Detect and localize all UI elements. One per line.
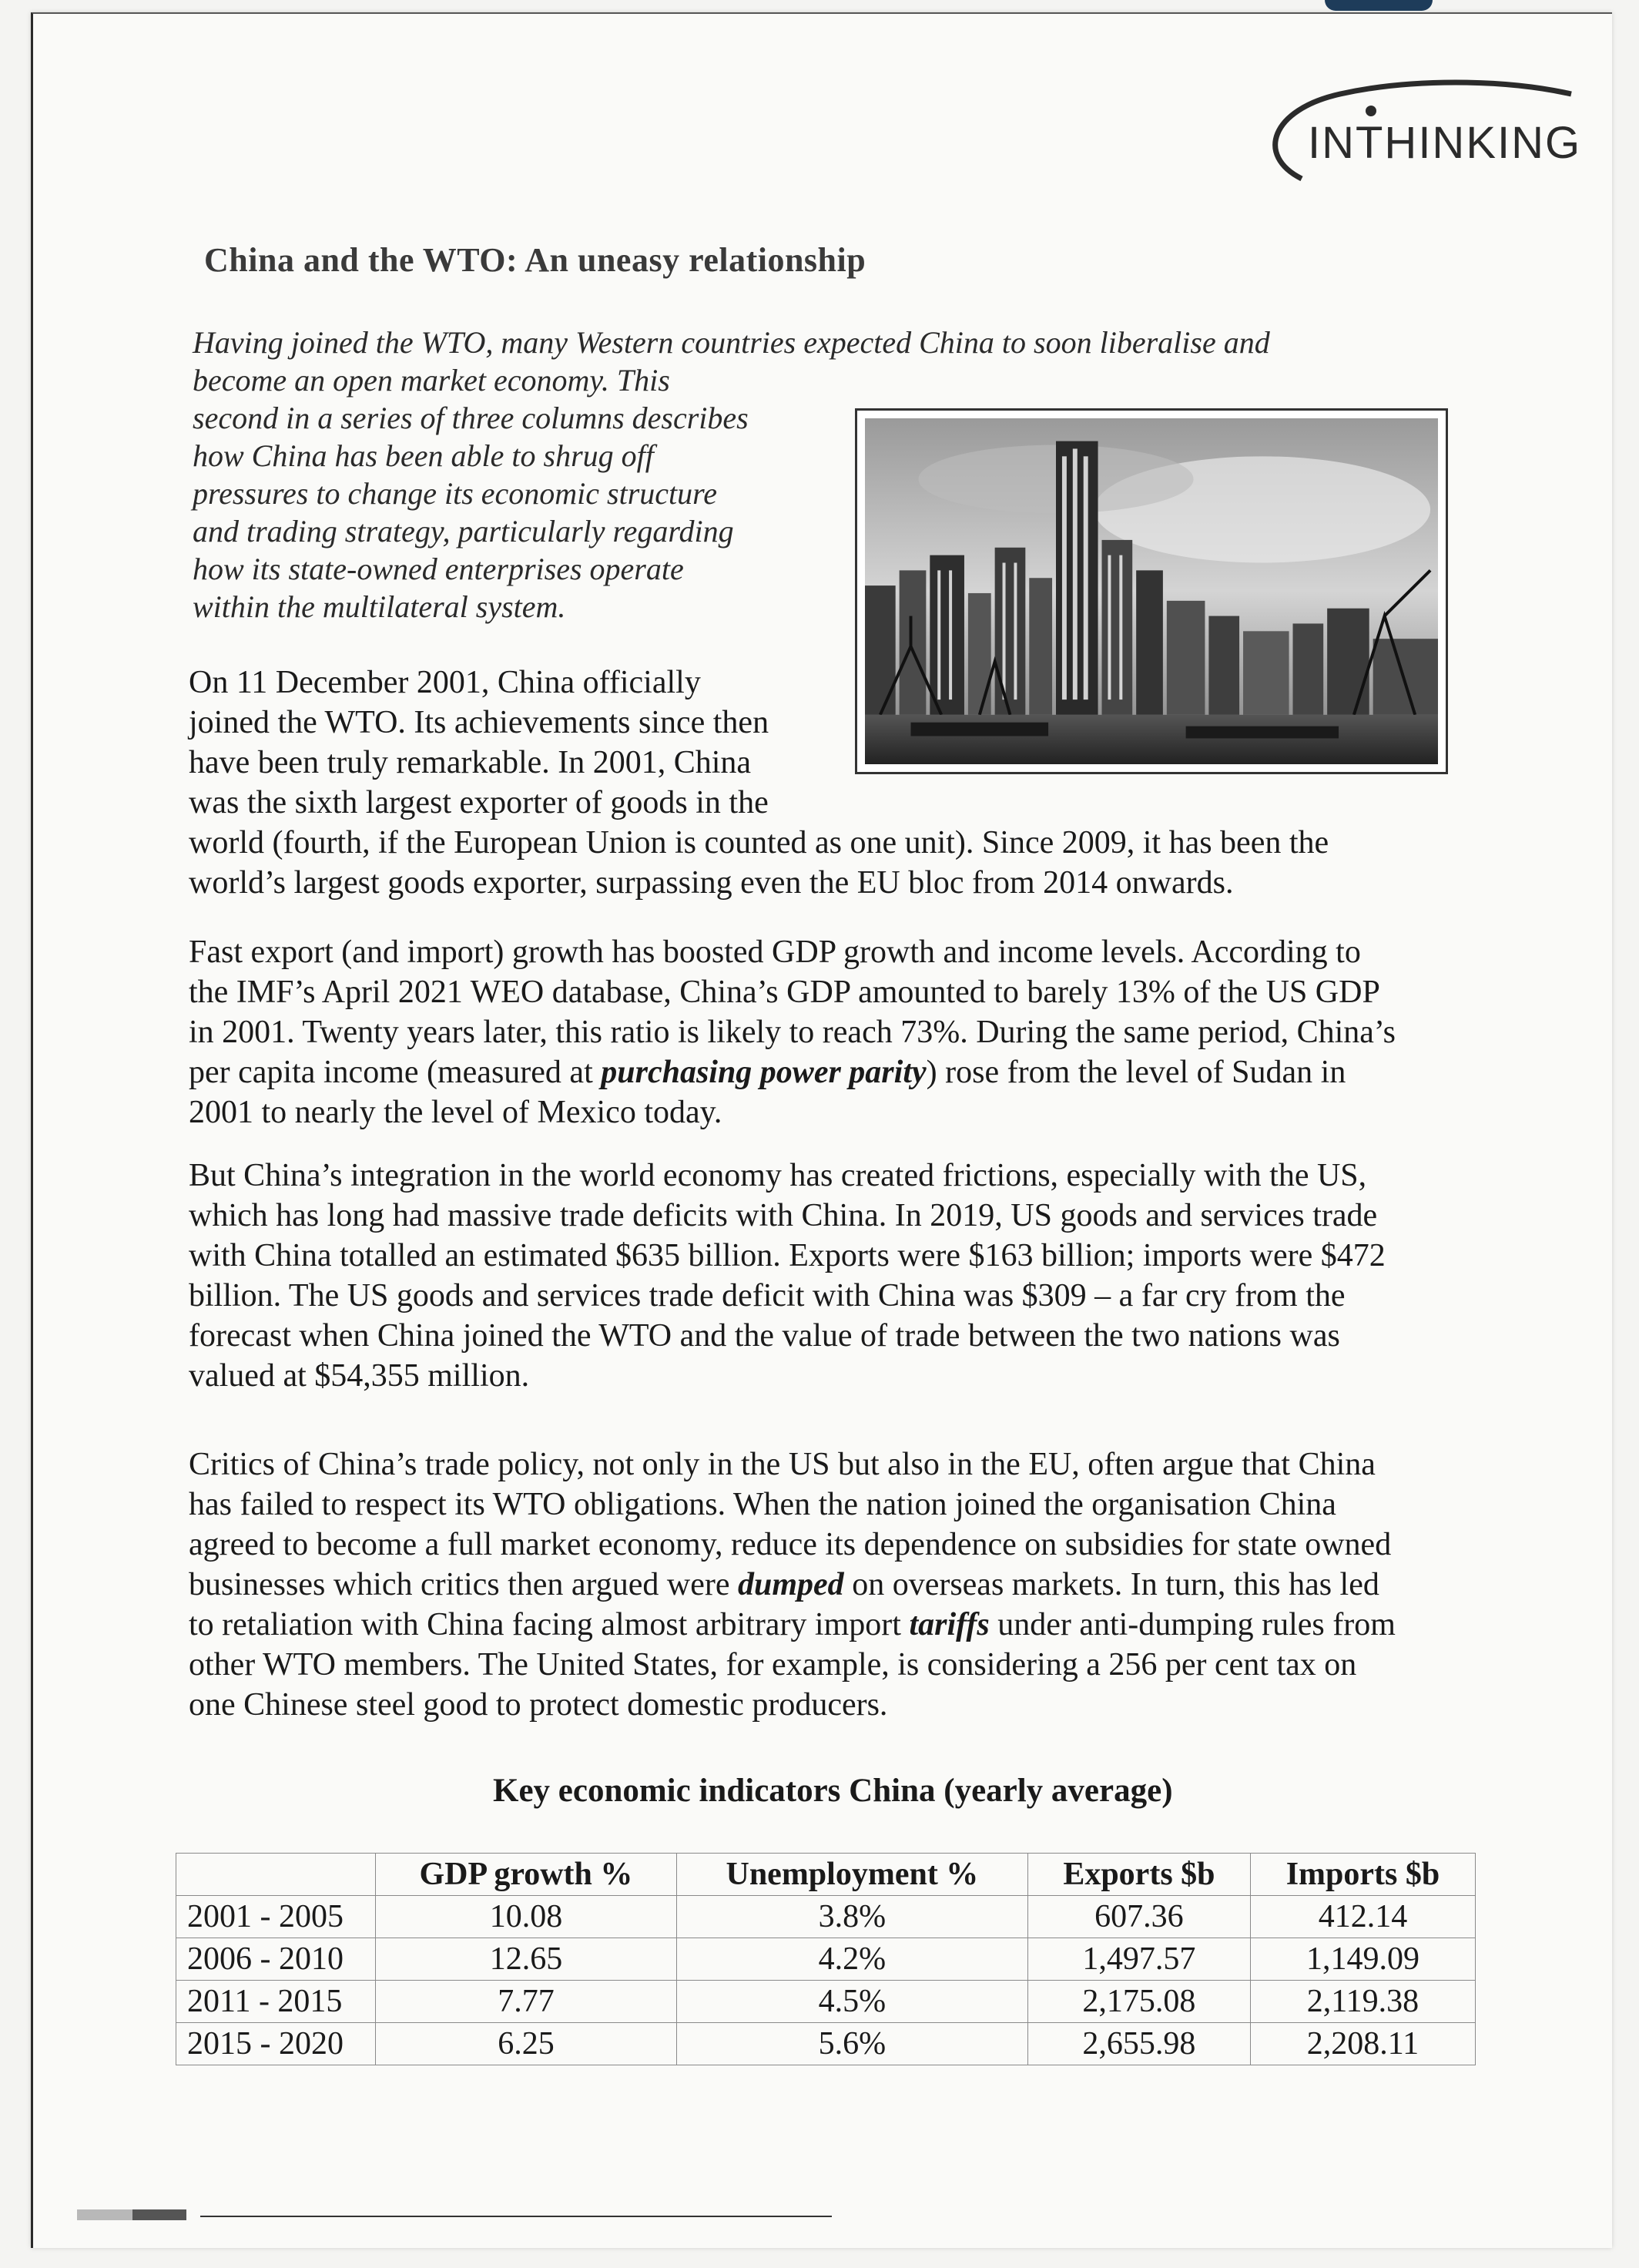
column-header: Imports $b xyxy=(1250,1854,1475,1896)
table-row xyxy=(176,2023,1476,2065)
table-cell: 4.2% xyxy=(676,1938,1027,1981)
footer-tab xyxy=(132,2209,186,2220)
paragraph-line: agreed to become a full market economy, reduce its dependence on subsidies for state owned xyxy=(189,1527,1392,1562)
table-cell: 2001 - 2005 xyxy=(176,1896,376,1938)
table-cell: 3.8% xyxy=(676,1896,1027,1938)
paragraph-line: Critics of China’s trade policy, not only in the US but also in the EU, often argue that China xyxy=(189,1447,1376,1482)
paragraph-4 xyxy=(189,1444,1396,1725)
intro-line: pressures to change its economic structure xyxy=(193,476,717,511)
intro-line: within the multilateral system. xyxy=(193,589,566,624)
key-term: tariffs xyxy=(909,1607,990,1642)
paragraph-line: But China’s integration in the world economy has created frictions, especially with the US, xyxy=(189,1158,1367,1193)
key-term: purchasing power parity xyxy=(601,1055,927,1090)
footer-divider xyxy=(200,2216,832,2217)
column-header xyxy=(176,1854,376,1896)
text-run: on overseas markets. In turn, this has led xyxy=(843,1567,1379,1602)
paragraph-line: joined the WTO. Its achievements since then xyxy=(189,705,769,740)
paragraph-line: with China totalled an estimated $635 billion. Exports were $163 billion; imports were $472 xyxy=(189,1238,1386,1273)
paragraph-line: other WTO members. The United States, for example, is considering a 256 per cent tax on xyxy=(189,1647,1357,1683)
paragraph-line: 2001 to nearly the level of Mexico today. xyxy=(189,1095,722,1130)
table-cell: 2011 - 2015 xyxy=(176,1981,376,2023)
table-cell: 2,655.98 xyxy=(1027,2023,1250,2065)
paragraph-line xyxy=(189,1605,1396,1645)
table-cell: 5.6% xyxy=(676,2023,1027,2065)
column-header: GDP growth % xyxy=(376,1854,677,1896)
inthinking-logo xyxy=(1240,63,1582,194)
key-term: dumped xyxy=(738,1567,844,1602)
column-header: Unemployment % xyxy=(676,1854,1027,1896)
intro-line: Having joined the WTO, many Western countries expected China to soon liberalise and xyxy=(193,325,1270,360)
table-header-row xyxy=(176,1854,1476,1896)
table-cell: 4.5% xyxy=(676,1981,1027,2023)
table-cell: 7.77 xyxy=(376,1981,677,2023)
text-run: per capita income (measured at xyxy=(189,1055,602,1090)
paragraph-line: world (fourth, if the European Union is counted as one unit). Since 2009, it has been the xyxy=(189,825,1329,861)
paragraph-line: billion. The US goods and services trade deficit with China was $309 – a far cry from the xyxy=(189,1278,1346,1313)
paragraph-3 xyxy=(189,1156,1386,1396)
column-header: Exports $b xyxy=(1027,1854,1250,1896)
paragraph-line: forecast when China joined the WTO and the value of trade between the two nations was xyxy=(189,1318,1340,1354)
paragraph-line: which has long had massive trade deficits with China. In 2019, US goods and services trade xyxy=(189,1198,1378,1233)
paragraph-line: On 11 December 2001, China officially xyxy=(189,665,701,700)
intro-line: how its state-owned enterprises operate xyxy=(193,552,684,586)
table-row xyxy=(176,1896,1476,1938)
paragraph-line: one Chinese steel good to protect domestic producers. xyxy=(189,1687,888,1723)
table-row xyxy=(176,1938,1476,1981)
table-cell: 10.08 xyxy=(376,1896,677,1938)
paragraph-line: valued at $54,355 million. xyxy=(189,1358,530,1394)
table-cell: 2,208.11 xyxy=(1250,2023,1475,2065)
logo-text: INTHINKING xyxy=(1308,118,1582,168)
intro-line: become an open market economy. This xyxy=(193,363,670,398)
intro-line: second in a series of three columns describes xyxy=(193,401,749,435)
paragraph-line: world’s largest goods exporter, surpassing even the EU bloc from 2014 onwards. xyxy=(189,865,1234,901)
table-cell: 607.36 xyxy=(1027,1896,1250,1938)
paragraph-line: the IMF’s April 2021 WEO database, China’s GDP amounted to barely 13% of the US GDP xyxy=(189,975,1380,1010)
paragraph-line xyxy=(189,1565,1396,1605)
paragraph-line xyxy=(189,1052,1396,1092)
text-run: businesses which critics then argued were xyxy=(189,1567,739,1602)
paragraph-line: in 2001. Twenty years later, this ratio is likely to reach 73%. During the same period, China’s xyxy=(189,1015,1396,1050)
table-cell: 2006 - 2010 xyxy=(176,1938,376,1981)
paragraph-line: have been truly remarkable. In 2001, China xyxy=(189,745,752,780)
table-cell: 12.65 xyxy=(376,1938,677,1981)
corner-decoration xyxy=(1325,0,1433,11)
indicators-table xyxy=(176,1853,1476,2065)
table-title: Key economic indicators China (yearly average) xyxy=(493,1773,1173,1809)
paragraph-1 xyxy=(189,663,1329,903)
text-run: under anti-dumping rules from xyxy=(989,1607,1396,1642)
table-cell: 412.14 xyxy=(1250,1896,1475,1938)
text-run: to retaliation with China facing almost arbitrary import xyxy=(189,1607,910,1642)
intro-line: and trading strategy, particularly regarding xyxy=(193,514,734,549)
table-row xyxy=(176,1981,1476,2023)
paragraph-line: has failed to respect its WTO obligations. When the nation joined the organisation China xyxy=(189,1487,1336,1522)
article-title: China and the WTO: An uneasy relationship xyxy=(204,241,866,279)
intro-line: how China has been able to shrug off xyxy=(193,438,654,473)
table-cell: 6.25 xyxy=(376,2023,677,2065)
table-cell: 2,175.08 xyxy=(1027,1981,1250,2023)
paragraph-line: Fast export (and import) growth has boosted GDP growth and income levels. According to xyxy=(189,934,1361,970)
paragraph-line: was the sixth largest exporter of goods in the xyxy=(189,785,769,820)
paragraph-2 xyxy=(189,932,1396,1132)
table-cell: 2015 - 2020 xyxy=(176,2023,376,2065)
table-cell: 1,497.57 xyxy=(1027,1938,1250,1981)
table-cell: 2,119.38 xyxy=(1250,1981,1475,2023)
table-cell: 1,149.09 xyxy=(1250,1938,1475,1981)
text-run: ) rose from the level of Sudan in xyxy=(926,1055,1346,1090)
